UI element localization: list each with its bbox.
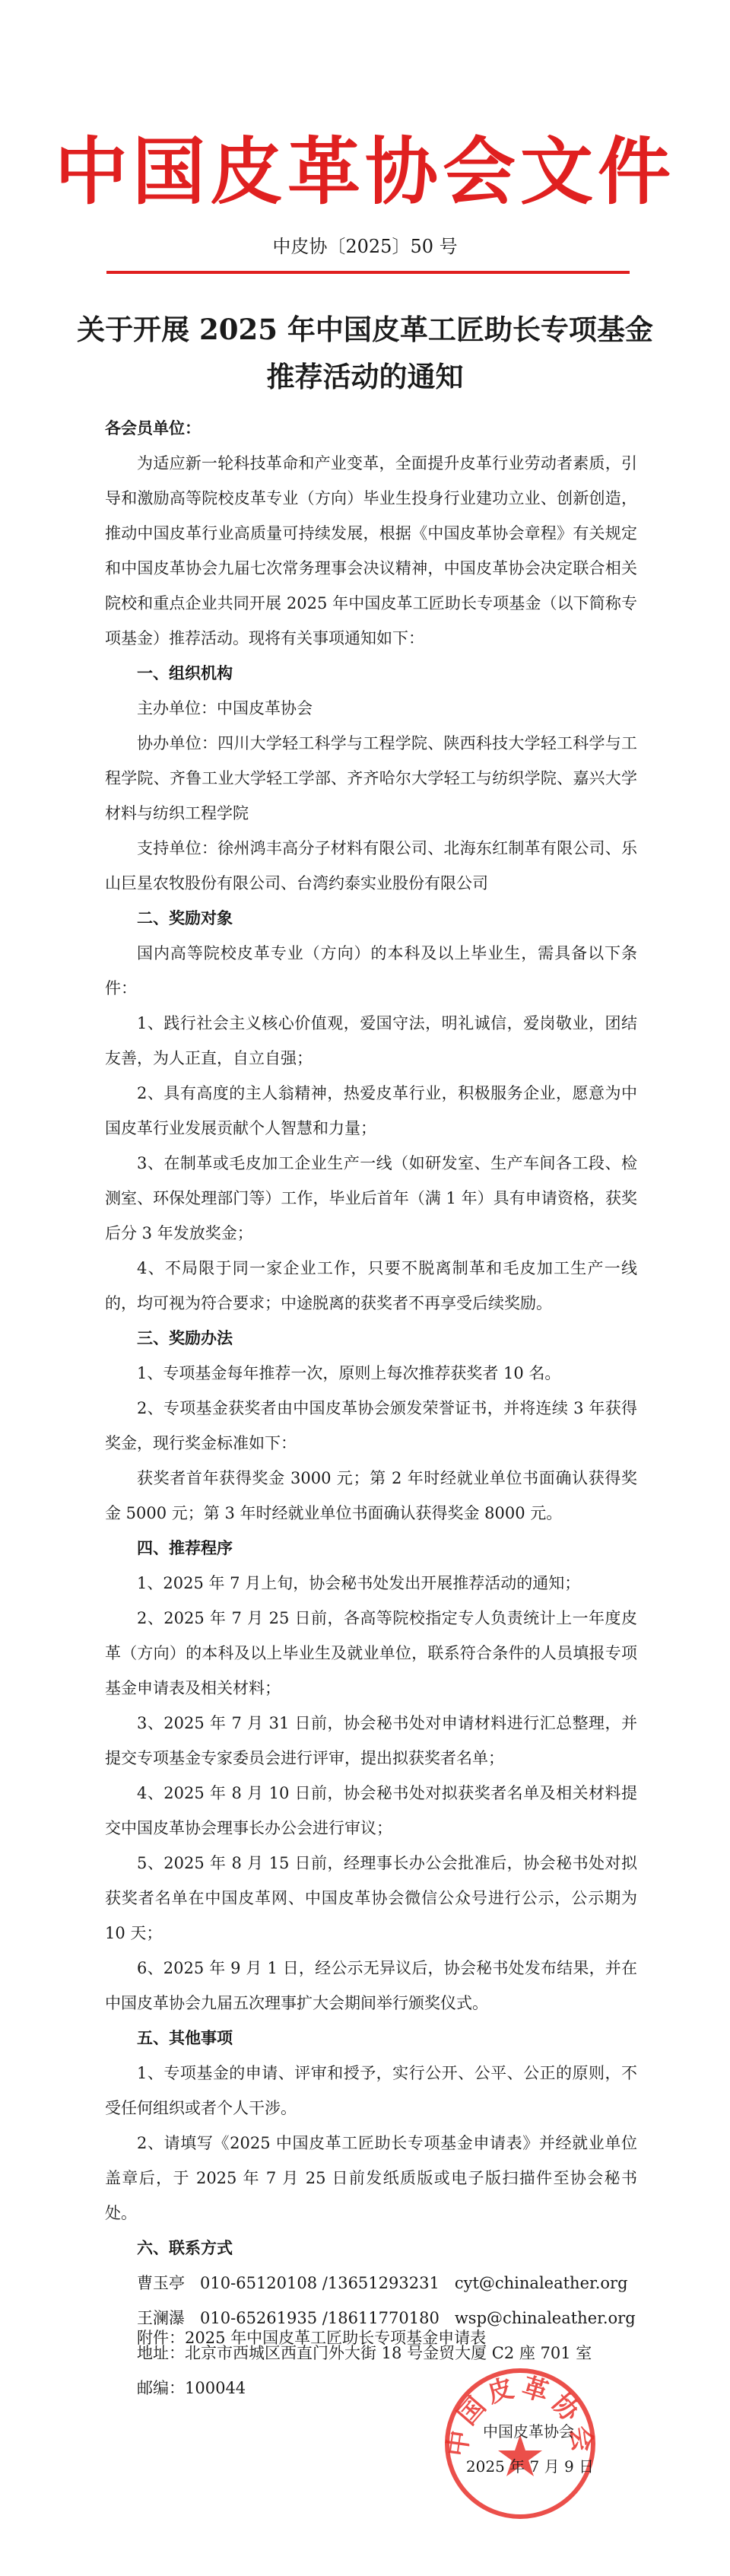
signature-date: 2025 年 7 月 9 日 [465,2457,595,2476]
section-heading-recipients: 二、奖励对象 [137,908,233,927]
document-title-line-1: 关于开展 2025 年中国皮革工匠助长专项基金 [77,313,653,346]
section-heading-contact: 六、联系方式 [137,2238,233,2257]
section-heading-organization: 一、组织机构 [137,663,233,682]
list-item: 3、在制革或毛皮加工企业生产一线（如研发室、生产车间各工段、检测室、环保处理部门等）工作，毕业后首年（满 1 年）具有申请资格，获奖后分 3 年发放奖金； [105,1154,637,1242]
section-heading-procedure: 四、推荐程序 [137,1538,233,1557]
intro-paragraph: 为适应新一轮科技革命和产业变革，全面提升皮革行业劳动者素质，引导和激励高等院校皮革专业（方向）毕业生投身行业建功立业、创新创造，推动中国皮革行业高质量可持续发展，根据《中国皮革协会章程》有关规定和中国皮革协会九届七次常务理事会决议精神，中国皮革协会决定联合相关院校和重点企业共同开展 2025 年中国皮革工匠助长专项基金（以下简称专项基金）推荐活动。现将有关事项通知如下： [105,454,637,647]
document-number: 中皮协〔2025〕50 号 [272,236,458,257]
list-item: 2、请填写《2025 中国皮革工匠助长专项基金申请表》并经就业单位盖章后，于 2025 年 7 月 25 日前发纸质版或电子版扫描件至协会秘书处。 [105,2134,637,2222]
contact-line: 曹玉亭 010-65120108 /13651293231 cyt@chinaleather.org [137,2274,628,2292]
contact-line: 王澜瀑 010-65261935 /18611770180 wsp@chinaleather.org [137,2309,636,2327]
list-item: 1、2025 年 7 月上旬，协会秘书处发出开展推荐活动的通知； [137,1574,581,1592]
svg-text:中国皮革协会: 中国皮革协会 [442,2371,598,2459]
list-item: 4、不局限于同一家企业工作，只要不脱离制革和毛皮加工生产一线的，均可视为符合要求；中途脱离的获奖者不再享受后续奖励。 [105,1259,637,1312]
salutation: 各会员单位： [105,418,201,437]
document-title-line-2: 推荐活动的通知 [266,360,464,393]
reward-standard: 获奖者首年获得奖金 3000 元；第 2 年时经就业单位书面确认获得奖金 5000 元；第 3 年时经就业单位书面确认获得奖金 8000 元。 [105,1469,637,1522]
signature-org: 中国皮革协会 [483,2422,574,2441]
section-heading-reward-method: 三、奖励办法 [137,1328,233,1347]
supporting-units: 支持单位：徐州鸿丰高分子材料有限公司、北海东红制革有限公司、乐山巨星农牧股份有限公司、台湾约泰实业股份有限公司 [105,839,637,892]
list-item: 3、2025 年 7 月 31 日前，协会秘书处对申请材料进行汇总整理，并提交专项基金专家委员会进行评审，提出拟获奖者名单； [105,1714,637,1767]
contact-address: 地址：北京市西城区西直门外大街 18 号金贸大厦 C2 座 701 室 [137,2344,592,2362]
list-item: 4、2025 年 8 月 10 日前，协会秘书处对拟获奖者名单及相关材料提交中国皮革协会理事长办公会进行审议； [105,1784,637,1837]
header-divider [106,271,630,274]
list-item: 1、专项基金的申请、评审和授予，实行公开、公平、公正的原则，不受任何组织或者个人干涉。 [105,2064,637,2117]
list-item: 2、2025 年 7 月 25 日前，各高等院校指定专人负责统计上一年度皮革（方向）的本科及以上毕业生及就业单位，联系符合条件的人员填报专项基金申请表及相关材料； [105,1609,637,1697]
document-org-header: 中国皮革协会文件 [55,129,675,215]
co-organizers: 协办单位：四川大学轻工科学与工程学院、陕西科技大学轻工科学与工程学院、齐鲁工业大学轻工学部、齐齐哈尔大学轻工与纺织学院、嘉兴大学材料与纺织工程学院 [105,734,637,822]
list-item: 1、专项基金每年推荐一次，原则上每次推荐获奖者 10 名。 [137,1364,561,1382]
attachment-note: 附件：2025 年中国皮革工匠助长专项基金申请表 [137,2329,487,2347]
list-item: 6、2025 年 9 月 1 日，经公示无异议后，协会秘书处发布结果，并在中国皮革协会九届五次理事扩大会期间举行颁奖仪式。 [105,1959,637,2012]
section-heading-other: 五、其他事项 [137,2028,233,2047]
list-item: 1、践行社会主义核心价值观，爱国守法，明礼诚信，爱岗敬业，团结友善，为人正直，自立自强； [105,1014,637,1067]
recipients-lead: 国内高等院校皮革专业（方向）的本科及以上毕业生，需具备以下条件： [105,944,637,997]
document-body [105,411,637,2406]
official-seal [441,2365,599,2523]
host-unit: 主办单位：中国皮革协会 [137,699,313,717]
list-item: 2、专项基金获奖者由中国皮革协会颁发荣誉证书，并将连续 3 年获得奖金，现行奖金标准如下： [105,1399,637,1452]
list-item: 2、具有高度的主人翁精神，热爱皮革行业，积极服务企业，愿意为中国皮革行业发展贡献个人智慧和力量； [105,1084,637,1137]
document-title [76,306,654,400]
list-item: 5、2025 年 8 月 15 日前，经理事长办公会批准后，协会秘书处对拟获奖者名单在中国皮革网、中国皮革协会微信公众号进行公示，公示期为 10 天； [105,1854,637,1942]
contact-postcode: 邮编：100044 [137,2379,246,2397]
